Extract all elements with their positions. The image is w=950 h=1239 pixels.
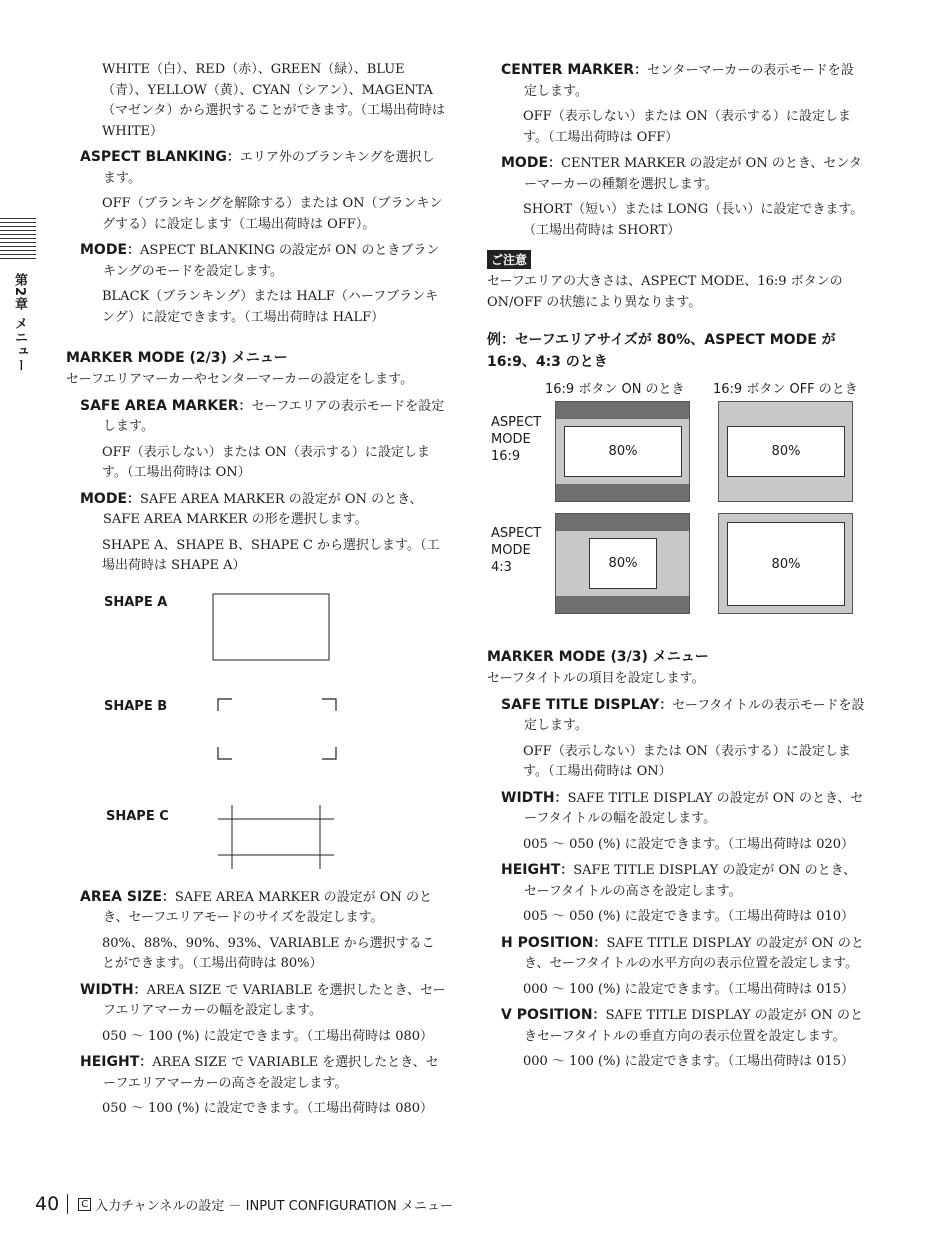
- mode-shape-desc: SAFE AREA MARKER の設定が ON のとき、SAFE AREA MARKER の形を選択します。: [103, 491, 423, 527]
- v-position-desc: SAFE TITLE DISPLAY の設定が ON のときセーフタイトルの垂直方向の表示位置を設定します。: [524, 1008, 863, 1044]
- marker-mode-3-intro: セーフタイトルの項目を設定します。: [487, 671, 705, 686]
- mode-blanking-term: MODE: [80, 242, 128, 258]
- right-column: [487, 60, 865, 1078]
- screen-4-3-off: [718, 513, 853, 614]
- center-marker-entry: CENTER MARKER：センターマーカーの表示モードを設定します。: [501, 62, 854, 99]
- note-badge: ご注意: [487, 250, 531, 269]
- title-width-term: WIDTH: [501, 789, 555, 806]
- page-footer: [35, 1193, 453, 1215]
- mode-shape-entry: MODE：SAFE AREA MARKER の設定が ON のとき、SAFE AREA MARKER の形を選択します。: [80, 490, 423, 527]
- aspect-blanking-term: ASPECT BLANKING: [80, 149, 227, 165]
- title-width-desc: SAFE TITLE DISPLAY の設定が ON のとき、セーフタイトルの幅を設定します。: [524, 790, 864, 826]
- h-position-desc: SAFE TITLE DISPLAY の設定が ON のとき、セーフタイトルの水平方向の表示位置を設定します。: [524, 935, 864, 971]
- width-options: 050 ～ 100 (%) に設定できます。（工場出荷時は 080）: [102, 1028, 434, 1044]
- marker-mode-2-heading: MARKER MODE (2/3) メニュー: [66, 350, 288, 366]
- width-term: WIDTH: [80, 981, 134, 998]
- title-height-entry: HEIGHT：SAFE TITLE DISPLAY の設定が ON のとき、セーフタイトルの高さを設定します。: [501, 862, 857, 899]
- safe-title-display-term: SAFE TITLE DISPLAY: [501, 696, 660, 713]
- center-marker-options: OFF（表示しない）または ON（表示する）に設定します。（工場出荷時は OFF）: [523, 109, 851, 145]
- chapter-tab-label: 第2章 メニュー: [12, 273, 27, 373]
- safe-area-diagram: [487, 381, 865, 611]
- left-column: [66, 60, 446, 1125]
- safe-area-marker-options: OFF（表示しない）または ON（表示する）に設定します。（工場出荷時は ON）: [102, 444, 430, 480]
- note-text: セーフエリアの大きさは、ASPECT MODE、16:9 ボタンの ON/OFF の状態により異なります。: [487, 274, 843, 310]
- footer-section-title: 入力チャンネルの設定 － INPUT CONFIGURATION メニュー: [95, 1198, 453, 1214]
- screen-4-3-on: [555, 513, 690, 614]
- mode-shape-term: MODE: [80, 490, 128, 507]
- aspect-blanking-options: OFF（ブランキングを解除する）または ON（ブランキングする）に設定します（工場出荷時は OFF）。: [102, 196, 443, 232]
- shape-a-figure: [212, 593, 332, 663]
- mode-shape-options: SHAPE A、SHAPE B、SHAPE C から選択します。（工場出荷時は SHAPE A）: [102, 537, 440, 573]
- safe-area-marker-term: SAFE AREA MARKER: [80, 397, 239, 414]
- height-term: HEIGHT: [80, 1054, 140, 1070]
- colors-options: WHITE（白）、RED（赤）、GREEN（緑）、BLUE（青）、YELLOW（黄）、CYAN（シアン）、MAGENTA（マゼンタ）から選択することができます。（工場出荷時は WHITE）: [102, 62, 445, 139]
- example-title: 例：セーフエリアサイズが 80%、ASPECT MODE が 16:9、4:3 のとき: [487, 332, 836, 370]
- chapter-tab: [0, 218, 36, 388]
- mode-blanking-desc: ASPECT BLANKING の設定が ON のときブランキングのモードを設定します。: [103, 243, 440, 279]
- chapter-tab-stripes: [0, 218, 36, 260]
- shape-c-label: SHAPE C: [106, 808, 169, 824]
- area-size-options: 80%、88%、90%、93%、VARIABLE から選択することができます。（工場出荷時は 80%）: [102, 935, 435, 971]
- row-label-4-3: ASPECT MODE 4:3: [491, 526, 542, 575]
- shape-figures: [66, 587, 446, 887]
- safe-title-display-options: OFF（表示しない）または ON（表示する）に設定します。（工場出荷時は ON）: [523, 743, 851, 779]
- safe-title-display-entry: SAFE TITLE DISPLAY：セーフタイトルの表示モードを設定します。: [501, 696, 865, 733]
- title-height-desc: SAFE TITLE DISPLAY の設定が ON のとき、セーフタイトルの高さを設定します。: [524, 863, 857, 899]
- safe-title-display-desc: セーフタイトルの表示モードを設定します。: [524, 697, 865, 733]
- area-size-entry: AREA SIZE：SAFE AREA MARKER の設定が ON のとき、セーフエリアモードのサイズを設定します。: [80, 888, 432, 925]
- height-options: 050 ～ 100 (%) に設定できます。（工場出荷時は 080）: [102, 1101, 434, 1116]
- safe-area-box: 80%: [589, 538, 657, 589]
- safe-area-box: 80%: [564, 426, 682, 477]
- shape-c-figure: [212, 801, 338, 873]
- marker-mode-3-heading: MARKER MODE (3/3) メニュー: [487, 649, 709, 665]
- footer-divider: [67, 1194, 68, 1214]
- h-position-entry: H POSITION：SAFE TITLE DISPLAY の設定が ON のとき、セーフタイトルの水平方向の表示位置を設定します。: [501, 934, 864, 971]
- mode-blanking-entry: MODE：ASPECT BLANKING の設定が ON のときブランキングのモードを設定します。: [80, 242, 440, 279]
- screen-16-9-off: [718, 401, 853, 502]
- safe-area-box: 80%: [727, 522, 845, 606]
- title-width-entry: WIDTH：SAFE TITLE DISPLAY の設定が ON のとき、セーフタイトルの幅を設定します。: [501, 789, 864, 826]
- mode-center-desc: CENTER MARKER の設定が ON のとき、センターマーカーの種類を選択します。: [524, 156, 862, 192]
- safe-area-box: 80%: [727, 426, 845, 477]
- shape-b-figure: [214, 695, 340, 765]
- center-marker-term: CENTER MARKER: [501, 62, 635, 78]
- v-position-options: 000 ～ 100 (%) に設定できます。（工場出荷時は 015）: [523, 1054, 855, 1069]
- page-number: 40: [35, 1193, 60, 1215]
- v-position-entry: V POSITION：SAFE TITLE DISPLAY の設定が ON のときセーフタイトルの垂直方向の表示位置を設定します。: [501, 1007, 863, 1044]
- mode-center-options: SHORT（短い）または LONG（長い）に設定できます。（工場出荷時は SHORT）: [523, 202, 864, 238]
- shape-b-label: SHAPE B: [104, 698, 168, 714]
- row-label-16-9: ASPECT MODE 16:9: [491, 415, 542, 464]
- section-letter-box: C: [78, 1198, 91, 1211]
- aspect-blanking-entry: ASPECT BLANKING：エリア外のブランキングを選択します。: [80, 149, 435, 186]
- title-height-term: HEIGHT: [501, 862, 561, 878]
- v-position-term: V POSITION: [501, 1007, 593, 1023]
- shape-a-label: SHAPE A: [104, 594, 168, 610]
- marker-mode-2-intro: セーフエリアマーカーやセンターマーカーの設定をします。: [66, 372, 414, 387]
- width-entry: WIDTH：AREA SIZE で VARIABLE を選択したとき、セーフエリアマーカーの幅を設定します。: [80, 981, 446, 1018]
- col-label-off: 16:9 ボタン OFF のとき: [713, 382, 858, 397]
- mode-blanking-options: BLACK（ブランキング）または HALF（ハーフブランキング）に設定できます。（工場出荷時は HALF）: [102, 289, 439, 325]
- height-desc: AREA SIZE で VARIABLE を選択したとき、セーフエリアマーカーの高さを設定します。: [103, 1055, 439, 1091]
- area-size-desc: SAFE AREA MARKER の設定が ON のとき、セーフエリアモードのサイズを設定します。: [103, 889, 432, 925]
- center-marker-desc: センターマーカーの表示モードを設定します。: [524, 63, 854, 99]
- mode-center-entry: MODE：CENTER MARKER の設定が ON のとき、センターマーカーの種類を選択します。: [501, 155, 862, 192]
- safe-area-marker-desc: セーフエリアの表示モードを設定します。: [103, 398, 445, 434]
- width-desc: AREA SIZE で VARIABLE を選択したとき、セーフエリアマーカーの幅を設定します。: [103, 982, 446, 1018]
- area-size-term: AREA SIZE: [80, 888, 162, 905]
- h-position-options: 000 ～ 100 (%) に設定できます。（工場出荷時は 015）: [523, 981, 855, 997]
- aspect-blanking-desc: エリア外のブランキングを選択します。: [103, 150, 435, 186]
- title-width-options: 005 ～ 050 (%) に設定できます。（工場出荷時は 020）: [523, 836, 855, 852]
- h-position-term: H POSITION: [501, 934, 594, 951]
- safe-area-marker-entry: SAFE AREA MARKER：セーフエリアの表示モードを設定します。: [80, 397, 445, 434]
- height-entry: HEIGHT：AREA SIZE で VARIABLE を選択したとき、セーフエリアマーカーの高さを設定します。: [80, 1054, 439, 1091]
- col-label-on: 16:9 ボタン ON のとき: [545, 382, 685, 397]
- screen-16-9-on: [555, 401, 690, 502]
- mode-center-term: MODE: [501, 155, 549, 171]
- title-height-options: 005 ～ 050 (%) に設定できます。（工場出荷時は 010）: [523, 909, 855, 924]
